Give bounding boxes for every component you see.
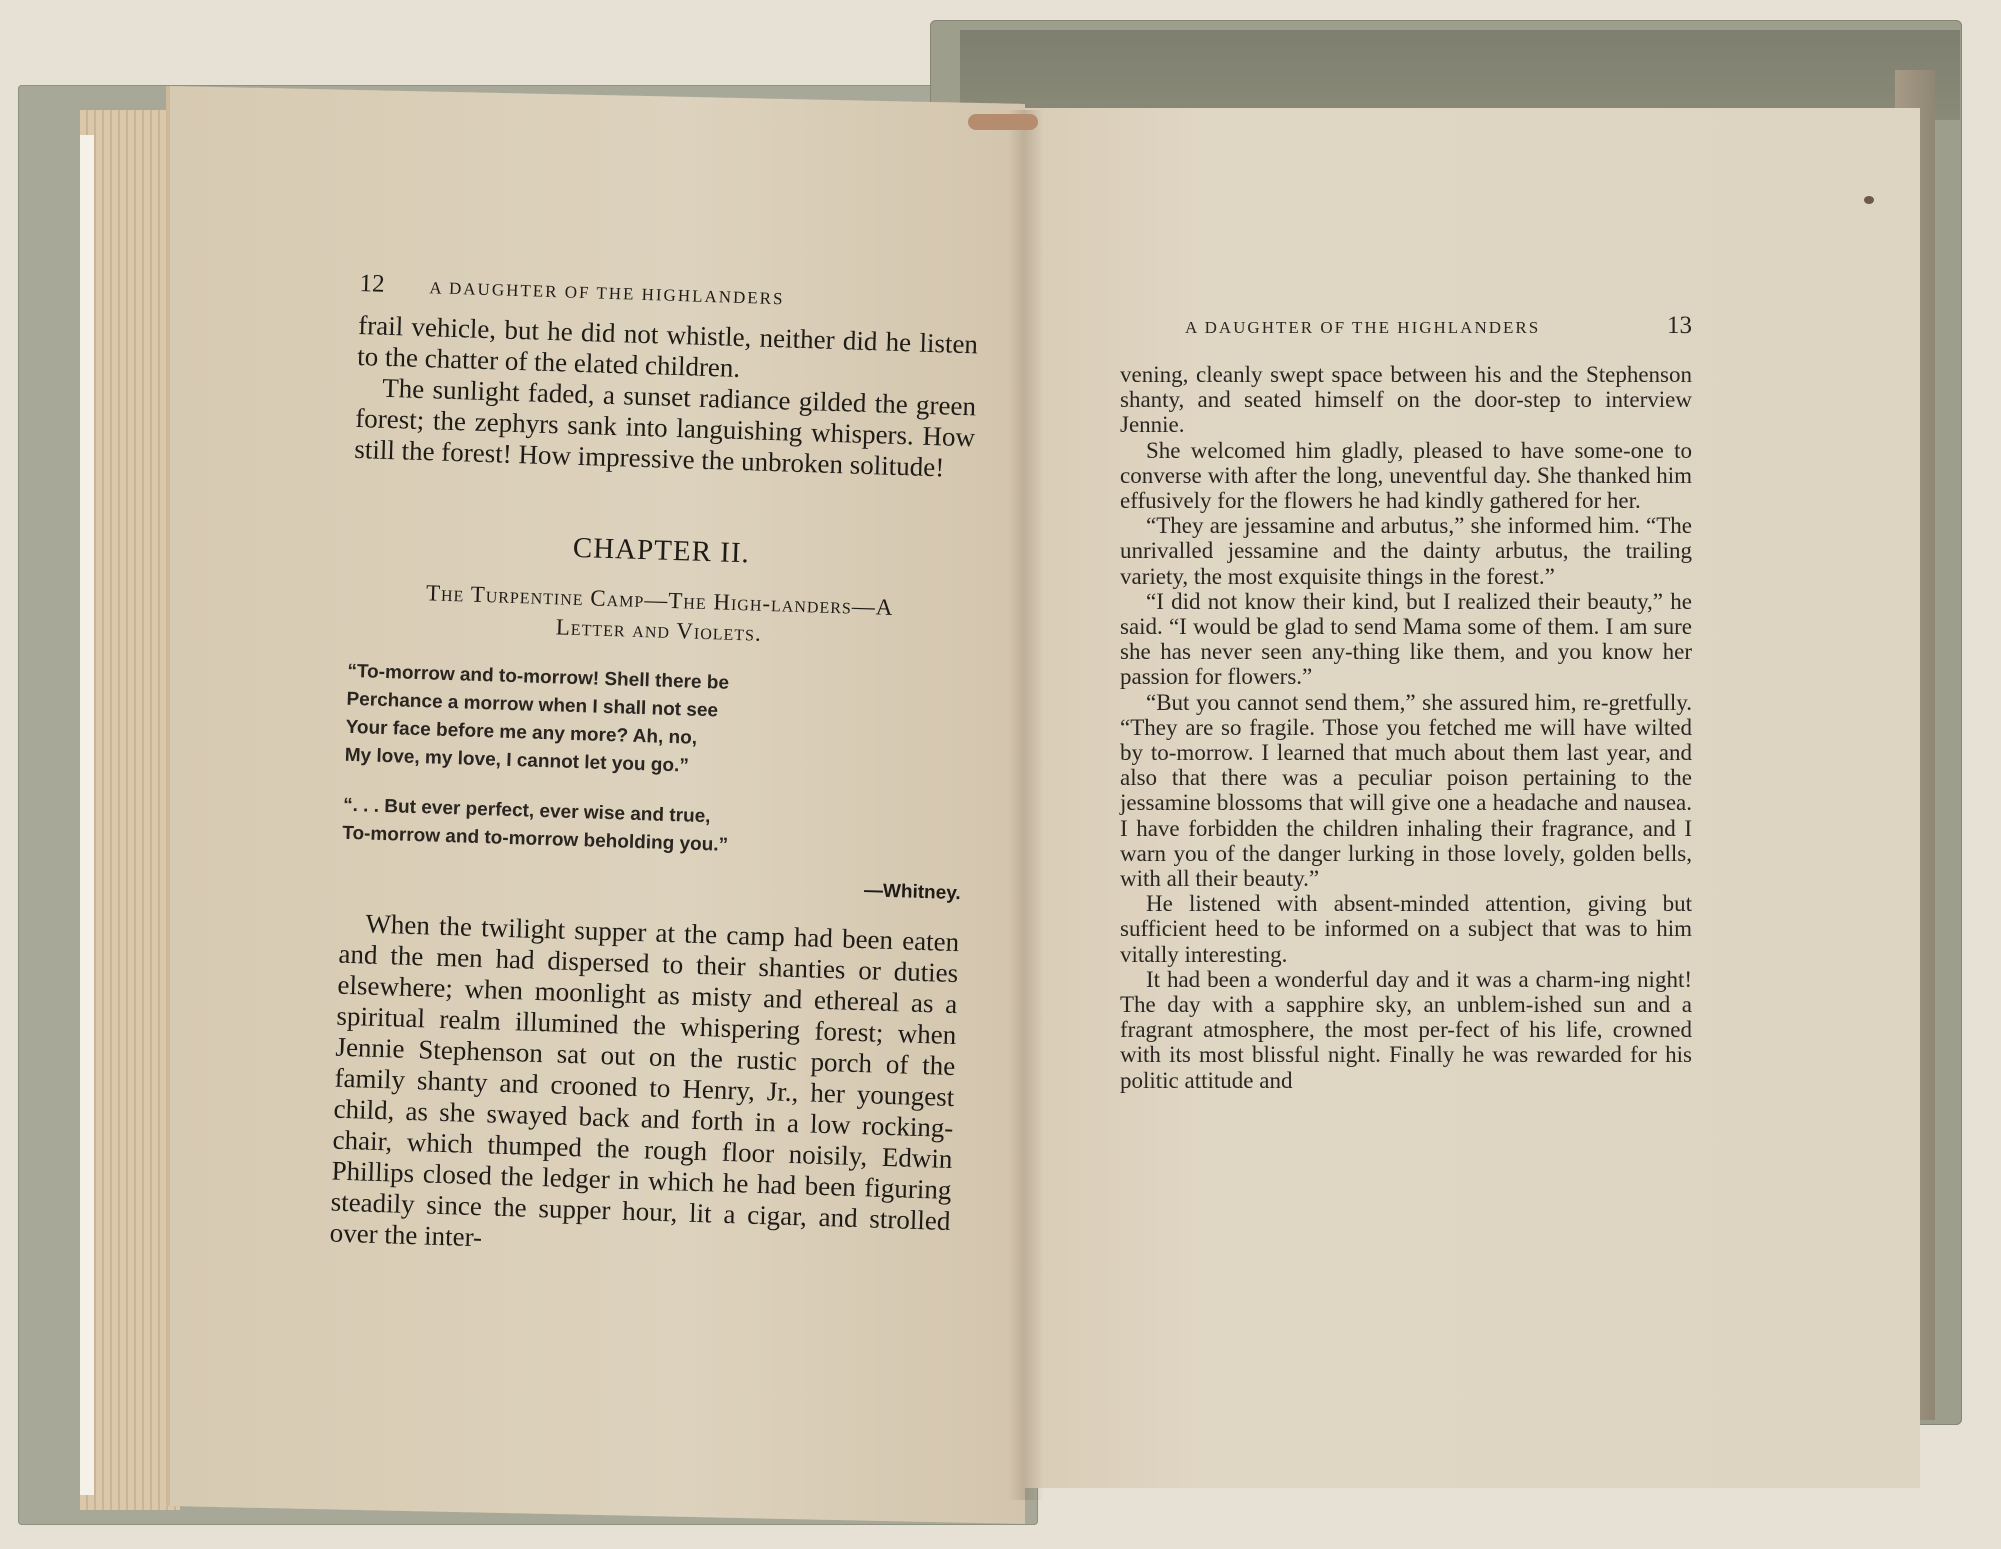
chapter-subtitle-line: Letter and Violets.: [555, 614, 763, 646]
paragraph: The sunlight faded, a sunset radiance gilded the green forest; the zephyrs sank into languishing whispers. How still the forest! How impressive the unbroken solitude!: [353, 372, 977, 483]
verse-line: Your face before me any more? Ah, no,: [345, 716, 698, 749]
epigraph-verse-1: [344, 658, 967, 789]
paragraph: “They are jessamine and arbutus,” she informed him. “The unrivalled jessamine and the dainty arbutus, the trailing variety, the most exquisite things in the forest.”: [1120, 513, 1692, 589]
epigraph-attribution: —Whitney.: [863, 880, 962, 905]
paragraph: She welcomed him gladly, pleased to have some-one to converse with after the long, uneventful day. She thanked him effusively for the flowers he had kindly gathered for her.: [1120, 437, 1692, 514]
left-page-body: [354, 310, 979, 484]
page-stack-top-edge: [960, 30, 1960, 120]
paragraph: “But you cannot send them,” she assured him, re-gretfully. “They are so fragile. Those you fetched me will have wilted by to-morrow. I learned that much about them last year, and also that there was a peculiar poison pertaining to the jessamine blossoms that will give one a headache and nausea. I have forbidden the children inhaling their fragrance, and I warn you of the danger lurking in those lovely, golden bells, with all their beauty.”: [1120, 689, 1692, 892]
page-number-left: 12: [359, 270, 385, 298]
chapter-title: CHAPTER II.: [572, 531, 751, 570]
paragraph: vening, cleanly swept space between his and the Stephenson shanty, and seated himself on the door-step to interview Jennie.: [1120, 362, 1692, 438]
paragraph: “I did not know their kind, but I realized their beauty,” he said. “I would be glad to send Mama some of them. I am sure she has never seen any-thing like them, and you know her passion for flowers.”: [1120, 588, 1692, 690]
chapter-subtitle-line: The Turpentine Camp—The High-landers—A: [425, 580, 894, 620]
running-head-left: A DAUGHTER OF THE HIGHLANDERS: [429, 278, 785, 309]
page-edge-sliver: [80, 135, 94, 1495]
binding-cord: [968, 114, 1038, 130]
verse-line: Perchance a morrow when I shall not see: [346, 688, 719, 722]
page-edges-left: [80, 110, 180, 1510]
page-number-right: 13: [1667, 312, 1692, 339]
paragraph: He listened with absent-minded attention, giving but sufficient heed to be informed on a subject that was to him vitally interesting.: [1120, 891, 1692, 967]
left-page-text-block: [329, 270, 979, 1268]
epigraph-verse-2: [342, 792, 963, 867]
page-spot: [1864, 196, 1874, 204]
verse-line: “To-morrow and to-morrow! Shell there be: [347, 660, 730, 694]
verse-line: “. . . But ever perfect, ever wise and true,: [342, 794, 711, 828]
verse-line: My love, my love, I cannot let you go.”: [344, 744, 690, 777]
paragraph: frail vehicle, but he did not whistle, neither did he listen to the chatter of the elated children.: [356, 309, 979, 383]
right-page-header: [1120, 312, 1692, 362]
right-page-body: [1120, 362, 1692, 1093]
paragraph: When the twilight supper at the camp had been eaten and the men had dispersed to their shanties or duties elsewhere; when moonlight as misty and ethereal as a spiritual realm illumined the whispering forest; when Jennie Stephenson sat out on the rustic porch of the family shanty and crooned to Henry, Jr., her youngest child, as she swayed back and forth in a low rocking-chair, which thumped the rough floor noisily, Edwin Phillips closed the ledger in which he had been figuring steadily since the supper hour, lit a cigar, and strolled over the inter-: [329, 908, 960, 1253]
paragraph: It had been a wonderful day and it was a charm-ing night! The day with a sapphire sky, an unblem-ished sun and a fragrant atmosphere, the most per-fect of his life, crowned with its most blissful night. Finally he was rewarded for his politic attitude and: [1120, 966, 1692, 1093]
running-head-right: A DAUGHTER OF THE HIGHLANDERS: [1185, 318, 1541, 337]
book-gutter: [1008, 110, 1044, 1500]
left-page-body-2: [329, 908, 959, 1268]
chapter-subtitle: [349, 576, 971, 655]
right-page-text-block: [1120, 312, 1692, 1093]
verse-line: To-morrow and to-morrow beholding you.”: [341, 822, 729, 856]
